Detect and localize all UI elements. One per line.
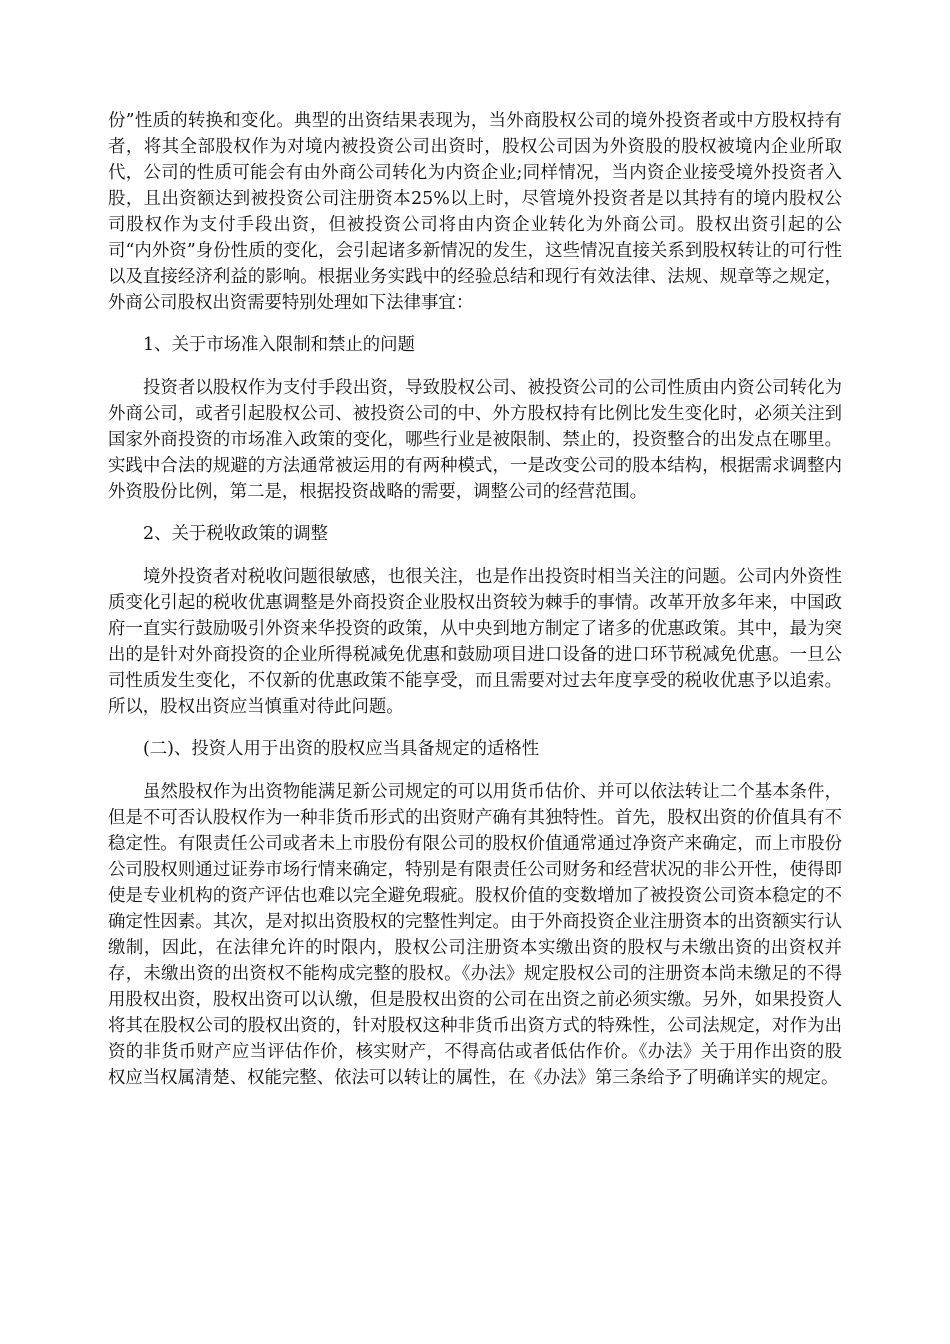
section-heading: (二)、投资人用于出资的股权应当具备规定的适格性 xyxy=(143,739,540,759)
section-heading: 2、关于税收政策的调整 xyxy=(143,524,328,544)
body-paragraph: 份”性质的转换和变化。典型的出资结果表现为，当外商股权公司的境外投资者或中方股权持有者，将其全部股权作为对境内被投资公司出资时，股权公司因为外资股的股权被境内企业所取代，公司的性质可能会有由外商公司转化为内资企业;同样情况，当内资企业接受境外投资者入股，且出资额达到被投资公司注册资本25%以上时，尽管境外投资者是以其持有的境内股权公司股权作为支付手段出资，但被投资公司将由内资企业转化为外商公司。股权出资引起的公司“内外资”身份性质的变化，会引起诸多新情况的发生，这些情况直接关系到股权转让的可行性以及直接经济利益的影响。根据业务实践中的经验总结和现行有效法律、法规、规章等之规定，外商公司股权出资需要特别处理如下法律事宜： xyxy=(108,111,842,313)
body-paragraph: 境外投资者对税收问题很敏感，也很关注，也是作出投资时相当关注的问题。公司内外资性质变化引起的税收优惠调整是外商投资企业股权出资较为棘手的事情。改革开放多年来，中国政府一直实行鼓励吸引外资来华投资的政策，从中央到地方制定了诸多的优惠政策。其中，最为突出的是针对外商投资的企业所得税减免优惠和鼓励项目进口设备的进口环节税减免优惠。一旦公司性质发生变化，不仅新的优惠政策不能享受，而且需要对过去年度享受的税收优惠予以追索。所以，股权出资应当慎重对待此问题。 xyxy=(108,567,842,717)
body-paragraph: 虽然股权作为出资物能满足新公司规定的可以用货币估价、并可以依法转让二个基本条件，但是不可否认股权作为一种非货币形式的出资财产确有其独特性。首先，股权出资的价值具有不稳定性。有限责任公司或者未上市股份有限公司的股权价值通常通过净资产来确定，而上市股份公司股权则通过证券市场行情来确定，特别是有限责任公司财务和经营状况的非公开性，使得即使是专业机构的资产评估也难以完全避免瑕疵。股权价值的变数增加了被投资公司资本稳定的不确定性因素。其次，是对拟出资股权的完整性判定。由于外商投资企业注册资本的出资额实行认缴制，因此，在法律允许的时限内，股权公司注册资本实缴出资的股权与未缴出资的出资权并存，未缴出资的出资权不能构成完整的股权。《办法》规定股权公司的注册资本尚未缴足的不得用股权出资，股权出资可以认缴，但是股权出资的公司在出资之前必须实缴。另外，如果投资人将其在股权公司的股权出资的，针对股权这种非货币出资方式的特殊性，公司法规定，对作为出资的非货币财产应当评估作价，核实财产，不得高估或者低估作价。《办法》关于用作出资的股权应当权属清楚、权能完整、依法可以转让的属性，在《办法》第三条给予了明确详实的规定。 xyxy=(108,782,842,1088)
section-heading: 1、关于市场准入限制和禁止的问题 xyxy=(143,335,415,355)
document-page xyxy=(108,108,842,1107)
body-paragraph: 投资者以股权作为支付手段出资，导致股权公司、被投资公司的公司性质由内资公司转化为外商公司，或者引起股权公司、被投资公司的中、外方股权持有比例比发生变化时，必须关注到国家外商投资的市场准入政策的变化，哪些行业是被限制、禁止的，投资整合的出发点在哪里。实践中合法的规避的方法通常被运用的有两种模式，一是改变公司的股本结构，根据需求调整内外资股份比例，第二是，根据投资战略的需要，调整公司的经营范围。 xyxy=(108,378,842,502)
